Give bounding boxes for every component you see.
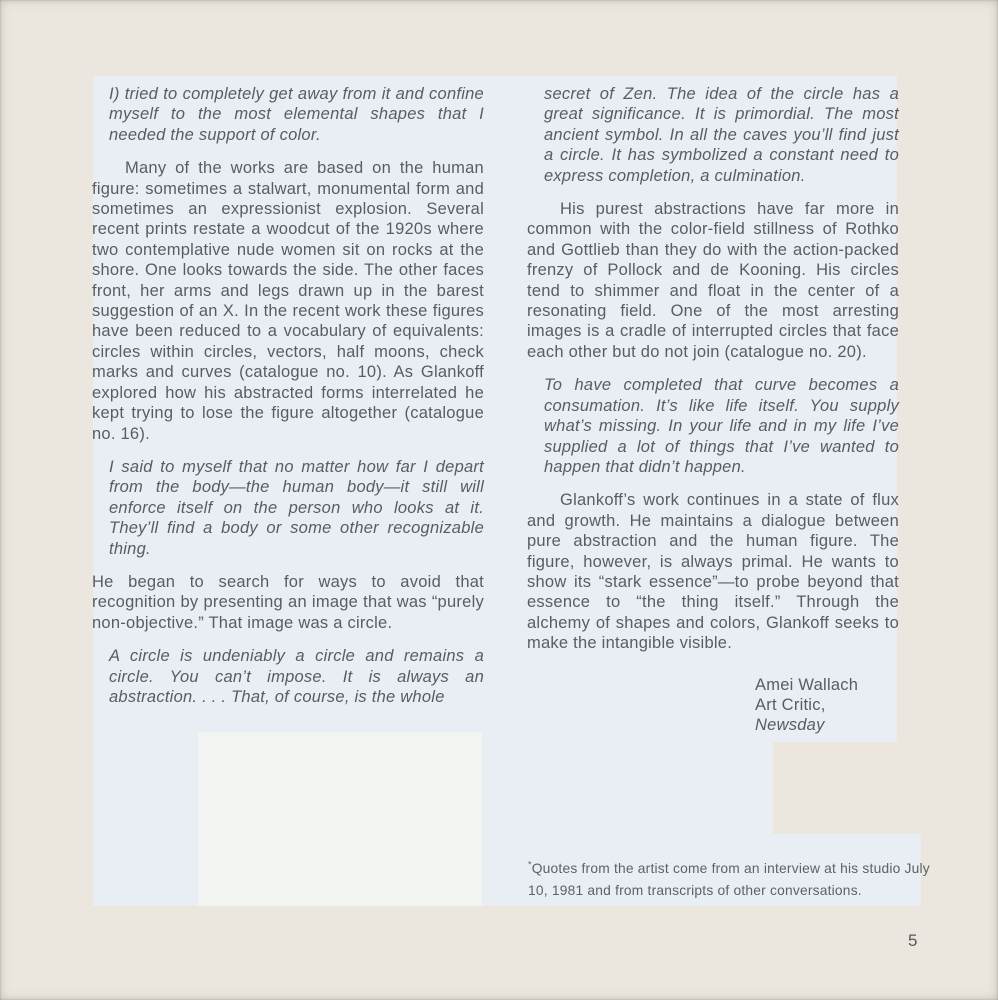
- right-column: [527, 84, 899, 736]
- artist-quote-body: I said to myself that no matter how far I depart from the body—the human body—it still will enforce itself on the person who looks at it. They’ll find a body or some other recognizable thing.: [109, 457, 484, 558]
- attribution-name: Amei Wallach: [755, 675, 859, 694]
- attribution: [755, 675, 899, 736]
- artist-quote-color: I) tried to completely get away from it and confine myself to the most elemental shapes that I needed the support of color.: [109, 85, 484, 144]
- artist-quote-circle: A circle is undeniably a circle and remains a circle. You can’t impose. It is always an abstraction. . . . That, of course, is the whole: [109, 647, 484, 706]
- footnote: [528, 858, 930, 901]
- body-paragraph-circle: He began to search for ways to avoid that recognition by presenting an image that was “purely non-objective.” That image was a circle.: [92, 572, 484, 632]
- artist-quote-curve: To have completed that curve becomes a consumation. It’s like life itself. You supply what’s missing. In your life and in my life I’ve supplied a lot of things that I’ve wanted to happen that didn’t happen.: [544, 376, 899, 476]
- publication-name: Newsday: [755, 716, 825, 735]
- footnote-marker: *: [528, 859, 532, 870]
- body-paragraph-abstractions: His purest abstractions have far more in common with the color-field stillness of Rothko and Gottlieb than they do with the action-packed frenzy of Pollock and de Kooning. His circles tend to shimmer and float in the center of a resonating field. One of the most arresting images is a cradle of interrupted circles that face each other but do not join (catalogue no. 20).: [527, 200, 899, 361]
- artist-quote-zen: secret of Zen. The idea of the circle has a great significance. It is primordial. The most ancient symbol. In all the caves you’ll find just a circle. It has symbolized a constant need to express completion, a culmination.: [544, 85, 899, 185]
- body-paragraph-figures: Many of the works are based on the human figure: sometimes a stalwart, monumental form and sometimes an expressionist explosion. Several recent prints restate a woodcut of the 1920s where two contemplative nude women sit on rocks at the shore. One looks towards the side. The other faces front, her arms and legs drawn up in the barest suggestion of an X. In the recent work these figures have been reduced to a vocabulary of equivalents: circles within circles, vectors, half moons, check marks and curves (catalogue no. 10). As Glankoff explored how his abstracted forms interrelated he kept trying to lose the figure altogether (catalogue no. 16).: [92, 159, 484, 443]
- body-paragraph-flux: Glankoff’s work continues in a state of flux and growth. He maintains a dialogue between pure abstraction and the human figure. The figure, however, is always primal. He wants to show its “stark essence”—to probe beyond that essence to “the thing itself.” Through the alchemy of shapes and colors, Glankoff seeks to make the intangible visible.: [527, 491, 899, 653]
- footnote-text: Quotes from the artist come from an interview at his studio July 10, 1981 and from transcripts of other conversations.: [528, 861, 930, 898]
- page-number: 5: [908, 931, 918, 950]
- left-column: [92, 84, 484, 720]
- scan-tint-light-block: [198, 732, 482, 906]
- attribution-role: Art Critic, Newsday: [755, 695, 826, 735]
